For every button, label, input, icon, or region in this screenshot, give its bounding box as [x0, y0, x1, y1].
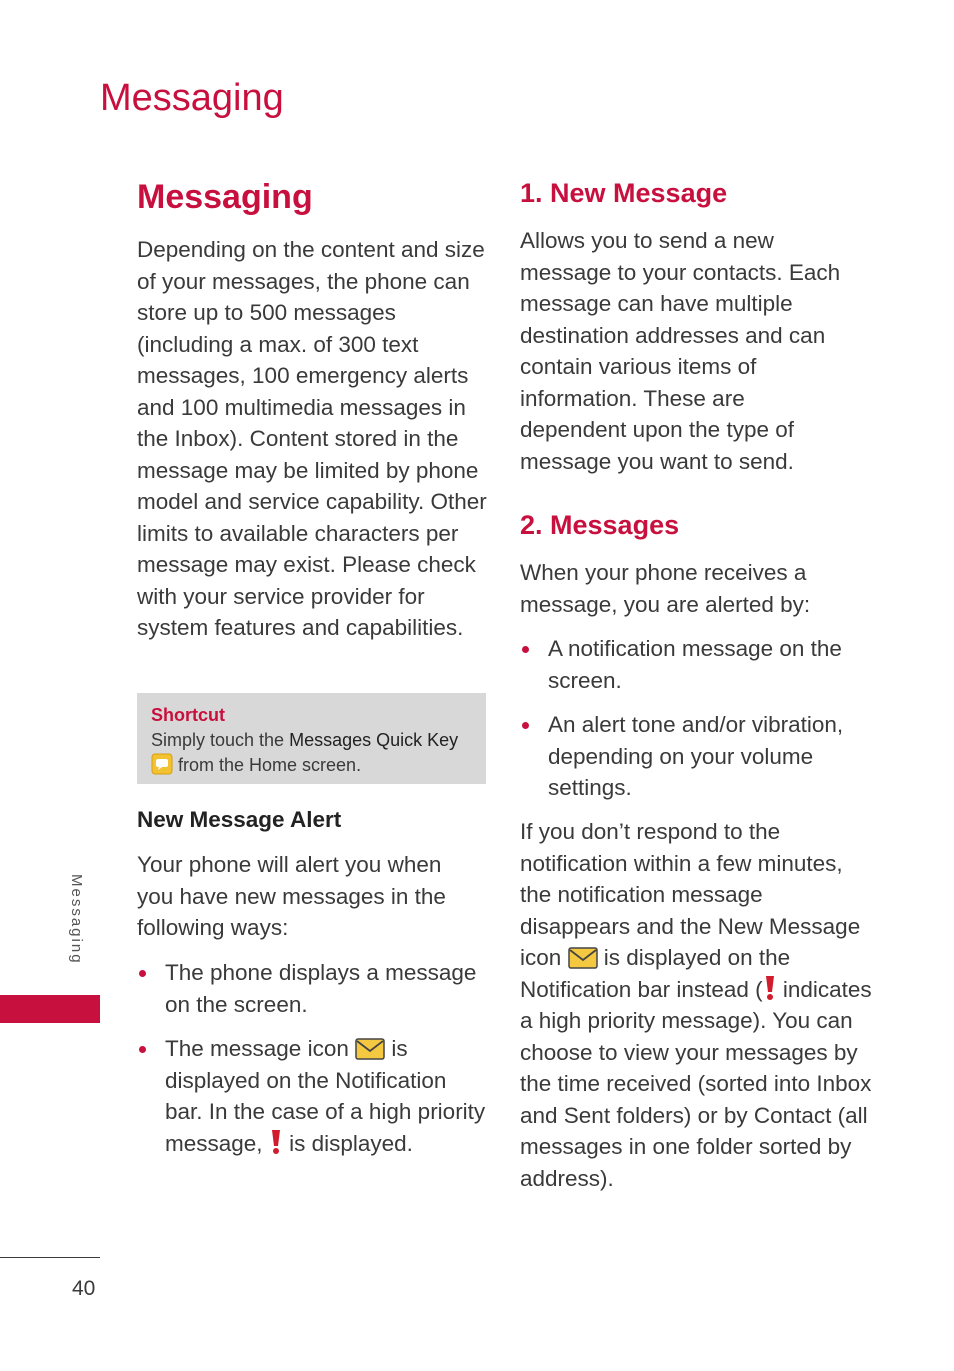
alert-bullet-list — [137, 957, 489, 1172]
list-item — [520, 633, 872, 696]
bullet-text: A notification message on the screen. — [548, 636, 842, 693]
shortcut-text — [151, 728, 472, 778]
list-item — [137, 957, 489, 1020]
bullet-text-part3: is displayed. — [282, 1130, 413, 1156]
bullet-dot — [522, 722, 529, 729]
bullet-dot — [139, 1046, 146, 1053]
bullet-text-part2: is displayed on the Notification bar. In the case of a high priority message, — [165, 1036, 486, 1156]
priority-exclamation-icon — [269, 1129, 283, 1155]
messages-intro-paragraph: When your phone receives a message, you are alerted by: — [520, 560, 811, 617]
page-number: 40 — [72, 1277, 96, 1300]
bullet-dot — [522, 646, 529, 653]
new-message-alert-heading: New Message Alert — [137, 807, 342, 832]
closing-part1: If you don’t respond to the notification within a few minutes, the notification message disappears and the New Message icon — [520, 819, 861, 970]
chapter-title: Messaging — [100, 77, 284, 119]
shortcut-key-name: Messages Quick Key — [289, 730, 459, 750]
new-message-paragraph: Allows you to send a new message to your contacts. Each message can have multiple destination addresses and can contain various items of information. These are dependent upon the type of message you want to send. — [520, 228, 841, 474]
shortcut-label: Shortcut — [151, 705, 225, 725]
new-message-heading: 1. New Message — [520, 178, 728, 208]
shortcut-text-after: from the Home screen. — [173, 755, 362, 775]
alert-intro-paragraph: Your phone will alert you when you have new messages in the following ways: — [137, 852, 446, 940]
side-tab-marker — [0, 995, 100, 1023]
intro-paragraph: Depending on the content and size of your messages, the phone can store up to 500 messages (including a max. of 300 text messages, 100 emergency alerts and 100 multimedia messages in the Inbox). Content stored in the message may be limited by phone model and service capability. Other limits to available characters per message may exist. Please check with your service provider for system features and capabilities. — [137, 237, 487, 640]
shortcut-box — [137, 693, 486, 784]
bullet-text-part1: The message icon — [165, 1036, 356, 1061]
closing-part2: is displayed on the Notification bar instead ( — [520, 945, 791, 1002]
footer-rule — [0, 1257, 100, 1258]
envelope-icon — [568, 947, 598, 969]
priority-exclamation-icon — [763, 975, 777, 1001]
messages-quick-key-icon — [151, 753, 173, 775]
bullet-dot — [139, 970, 146, 977]
bullet-text: An alert tone and/or vibration, depending on your volume settings. — [548, 712, 844, 800]
section-title: Messaging — [137, 178, 313, 216]
list-item — [137, 1033, 489, 1159]
messages-heading: 2. Messages — [520, 510, 680, 540]
closing-paragraph — [520, 816, 876, 1194]
closing-part3: indicates a high priority message). You can choose to view your messages by the time received (sorted into Inbox and Sent folders) or by Contact (all messages in one folder sorted by address). — [520, 976, 872, 1191]
envelope-icon — [355, 1038, 385, 1060]
bullet-text: The phone displays a message on the screen. — [165, 960, 477, 1017]
shortcut-text-before: Simply touch the — [151, 730, 290, 750]
side-tab-label: Messaging — [68, 874, 85, 965]
list-item — [520, 709, 872, 804]
messages-bullet-list — [520, 633, 872, 817]
